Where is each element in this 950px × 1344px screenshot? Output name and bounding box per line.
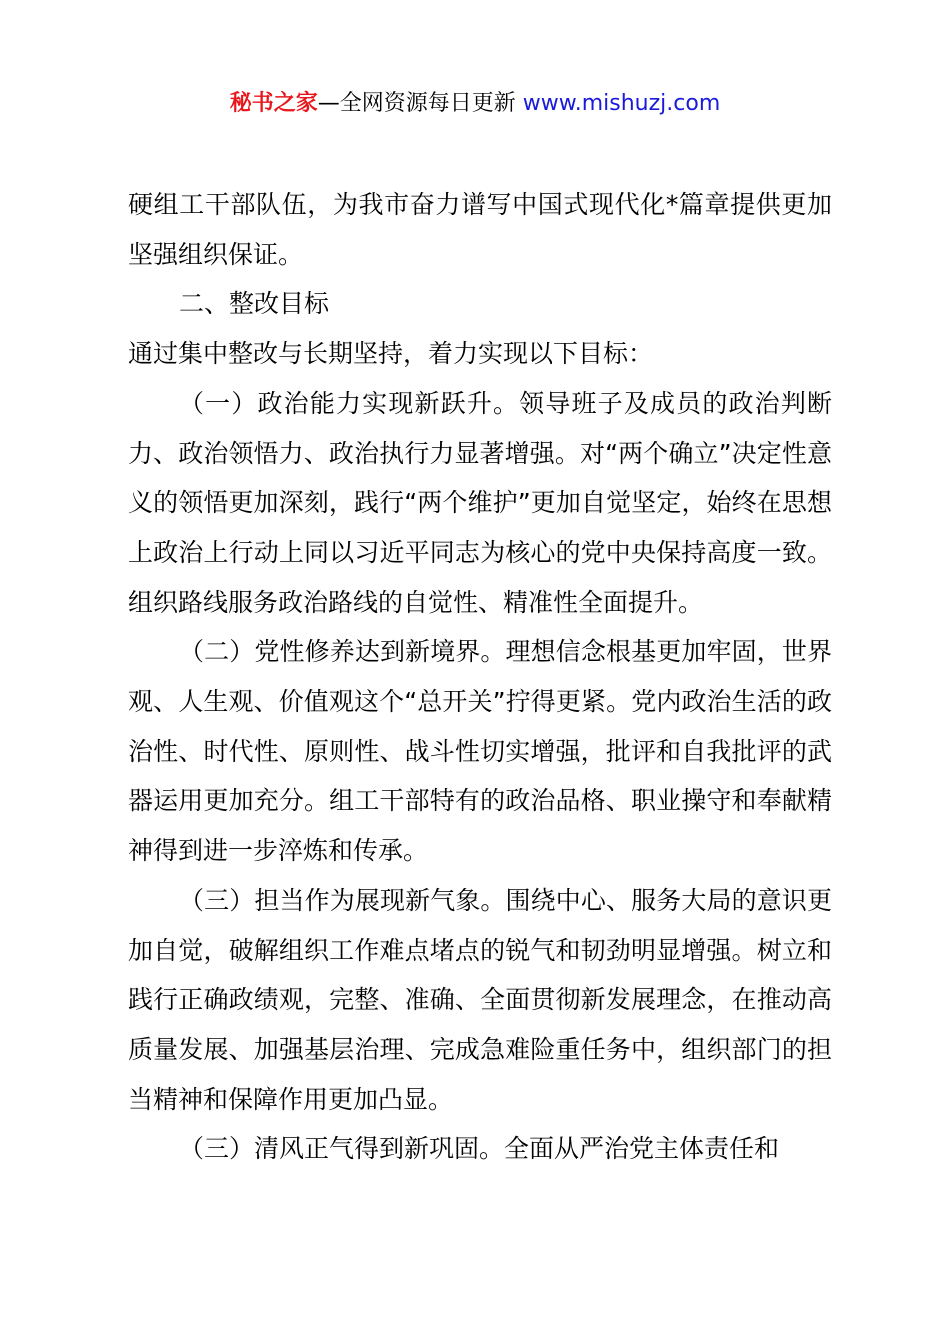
paragraph-intro: 通过集中整改与长期坚持，着力实现以下目标： <box>128 339 654 369</box>
paragraph-continuation: 硬组工干部队伍，为我市奋力谱写中国式现代化*篇章提供更加坚强组织保证。 <box>128 190 832 269</box>
paragraph-goal-4: （三）清风正气得到新巩固。全面从严治党主体责任和 <box>179 1134 780 1164</box>
header-tagline: —全网资源每日更新 <box>317 91 516 116</box>
section-heading: 二、整改目标 <box>179 289 330 319</box>
paragraph-goal-1: （一）政治能力实现新跃升。领导班子及成员的政治判断力、政治领悟力、政治执行力显著增强。对“两个确立”决定性意义的领悟更加深刻，践行“两个维护”更加自觉坚定，始终在思想上政治上行动上同以习近平同志为核心的党中央保持高度一致。组织路线服务政治路线的自觉性、精准性全面提升。 <box>128 388 832 617</box>
paragraph-goal-3: （三）担当作为展现新气象。围绕中心、服务大局的意识更加自觉，破解组织工作难点堵点的锐气和韧劲明显增强。树立和践行正确政绩观，完整、准确、全面贯彻新发展理念，在推动高质量发展、加强基层治理、完成急难险重任务中，组织部门的担当精神和保障作用更加凸显。 <box>128 885 832 1114</box>
site-url-link[interactable]: www.mishuzj.com <box>522 91 721 116</box>
paragraph-goal-2: （二）党性修养达到新境界。理想信念根基更加牢固，世界观、人生观、价值观这个“总开关”拧得更紧。党内政治生活的政治性、时代性、原则性、战斗性切实增强，批评和自我批评的武器运用更加充分。组工干部特有的政治品格、职业操守和奉献精神得到进一步淬炼和传承。 <box>128 637 832 866</box>
page-header <box>0 86 950 122</box>
document-body <box>128 180 832 1174</box>
brand-name: 秘书之家 <box>229 91 318 116</box>
